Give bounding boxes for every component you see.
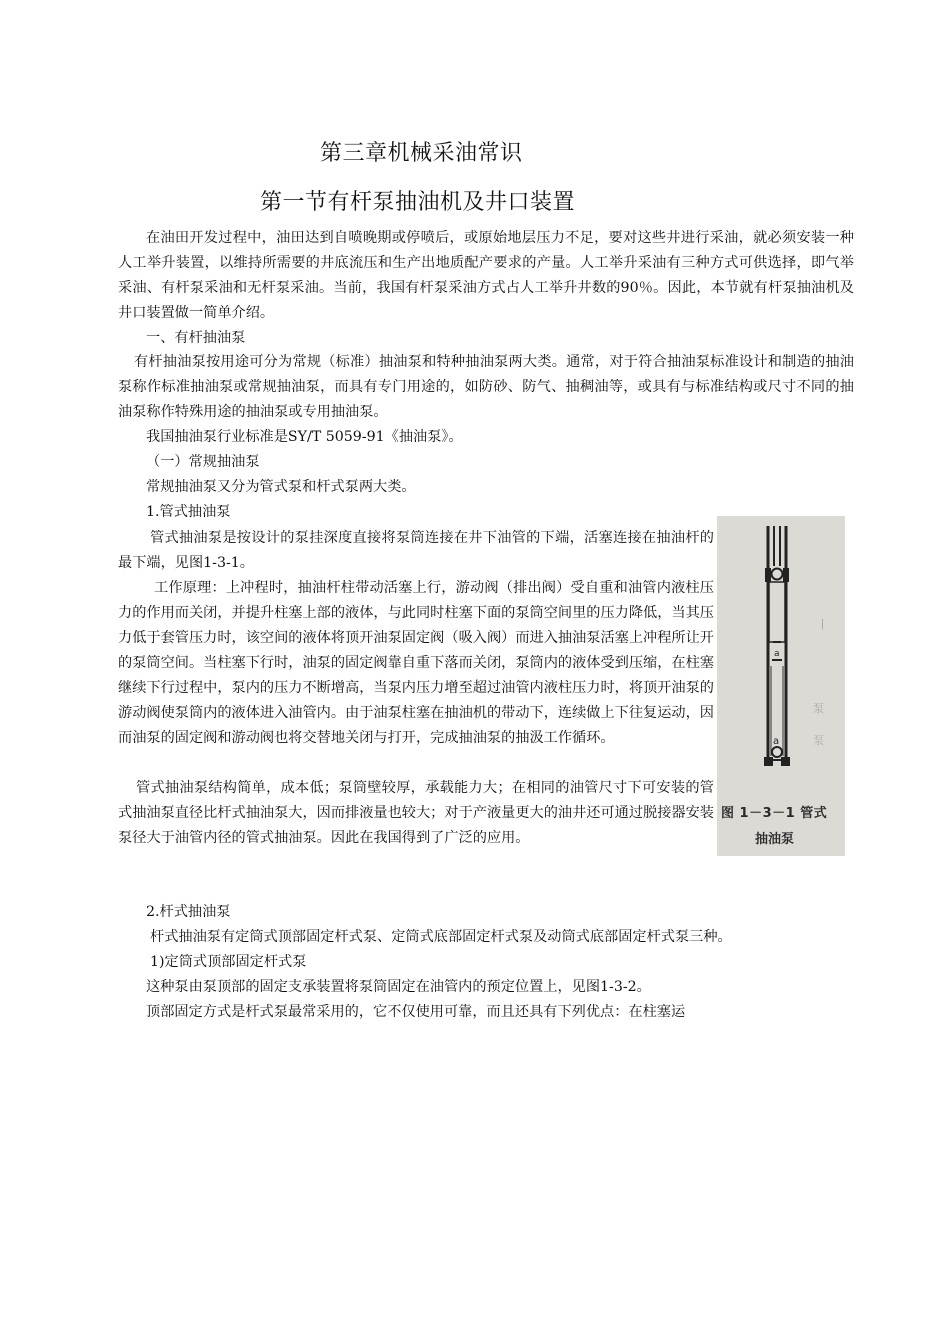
heading-conventional-pump: （一）常规抽油泵 — [146, 454, 260, 470]
figure-caption-line2: 抽油泵 — [755, 832, 795, 847]
svg-text:泵: 泵 — [813, 702, 824, 715]
figure-caption-line1: 图 1－3－1 管式 — [721, 806, 828, 821]
paragraph-top-anchor-description: 这种泵由泵顶部的固定支承装置将泵筒固定在油管内的预定位置上，见图1-3-2。 — [146, 979, 651, 995]
intro-paragraph: 在油田开发过程中，油田达到自喷晚期或停喷后，或原始地层压力不足，要对这些井进行采油，就必须安装一种人工举升装置，以维持所需要的井底流压和生产出地质配产要求的产量。人工举升采油有三种方式可供选择，即气举采油、有杆泵采油和无杆泵采油。当前，我国有杆泵采油方式占人工举升井数的90％。因此，本节就有杆泵抽油机及井口装置做一简单介绍。 — [118, 230, 854, 321]
heading-rod-insert-pump: 2.杆式抽油泵 — [146, 904, 231, 920]
paragraph-rod-pump-types: 杆式抽油泵有定筒式顶部固定杆式泵、定筒式底部固定杆式泵及动筒式底部固定杆式泵三种。 — [150, 929, 732, 945]
paragraph-standard: 我国抽油泵行业标准是SY/T 5059-91《抽油泵》。 — [146, 429, 463, 445]
heading-rod-pump: 一、有杆抽油泵 — [146, 330, 246, 346]
paragraph-tubing-pump-definition: 管式抽油泵是按设计的泵挂深度直接将泵筒连接在井下油管的下端，活塞连接在抽油杆的最下端，见图1-3-1。 — [118, 530, 714, 571]
heading-top-anchor-pump: 1)定筒式顶部固定杆式泵 — [150, 954, 307, 970]
svg-text:a: a — [774, 649, 780, 659]
svg-text:泵: 泵 — [813, 734, 824, 747]
chapter-title: 第三章机械采油常识 — [320, 141, 523, 166]
heading-tubing-pump: 1.管式抽油泵 — [146, 504, 231, 520]
svg-text:丨: 丨 — [817, 618, 828, 631]
paragraph-top-anchor-advantages: 顶部固定方式是杆式泵最常采用的，它不仅使用可靠，而且还具有下列优点：在柱塞运 — [146, 1004, 686, 1020]
paragraph-classification: 有杆抽油泵按用途可分为常规（标准）抽油泵和特种抽油泵两大类。通常，对于符合抽油泵标准设计和制造的抽油泵称作标准抽油泵或常规抽油泵，而具有专门用途的，如防砂、防气、抽稠油等，或具有与标准结构或尺寸不同的抽油泵称作特殊用途的抽油泵或专用抽油泵。 — [118, 354, 854, 420]
section-title: 第一节有杆泵抽油机及井口装置 — [260, 190, 576, 215]
paragraph-working-principle: 工作原理：上冲程时，抽油杆柱带动活塞上行，游动阀（排出阀）受自重和油管内液柱压力的作用而关闭，并提升柱塞上部的液体，与此同时柱塞下面的泵筒空间里的压力降低，当其压力低于套管压力时，该空间的液体将顶开油泵固定阀（吸入阀）而进入抽油泵活塞上冲程所让开的泵筒空间。当柱塞下行时，油泵的固定阀靠自重下落而关闭，泵筒内的液体受到压缩，在柱塞继续下行过程中，泵内的压力不断增高，当泵内压力增至超过油管内液柱压力时，将顶开油泵的游动阀使泵筒内的液体进入油管内。由于油泵柱塞在抽油机的带动下，连续做上下往复运动，因而油泵的固定阀和游动阀也将交替地关闭与打开，完成抽油泵的抽汲工作循环。 — [118, 580, 714, 746]
svg-text:a: a — [773, 736, 780, 747]
figure-tubing-pump — [717, 516, 845, 856]
paragraph-advantages: 管式抽油泵结构简单，成本低；泵筒壁较厚，承载能力大；在相同的油管尺寸下可安装的管式抽油泵直径比杆式抽油泵大，因而排液量也较大；对于产液量更大的油井还可通过脱接器安装泵径大于油管内径的管式抽油泵。因此在我国得到了广泛的应用。 — [118, 780, 714, 846]
paragraph-types: 常规抽油泵又分为管式泵和杆式泵两大类。 — [146, 479, 416, 495]
